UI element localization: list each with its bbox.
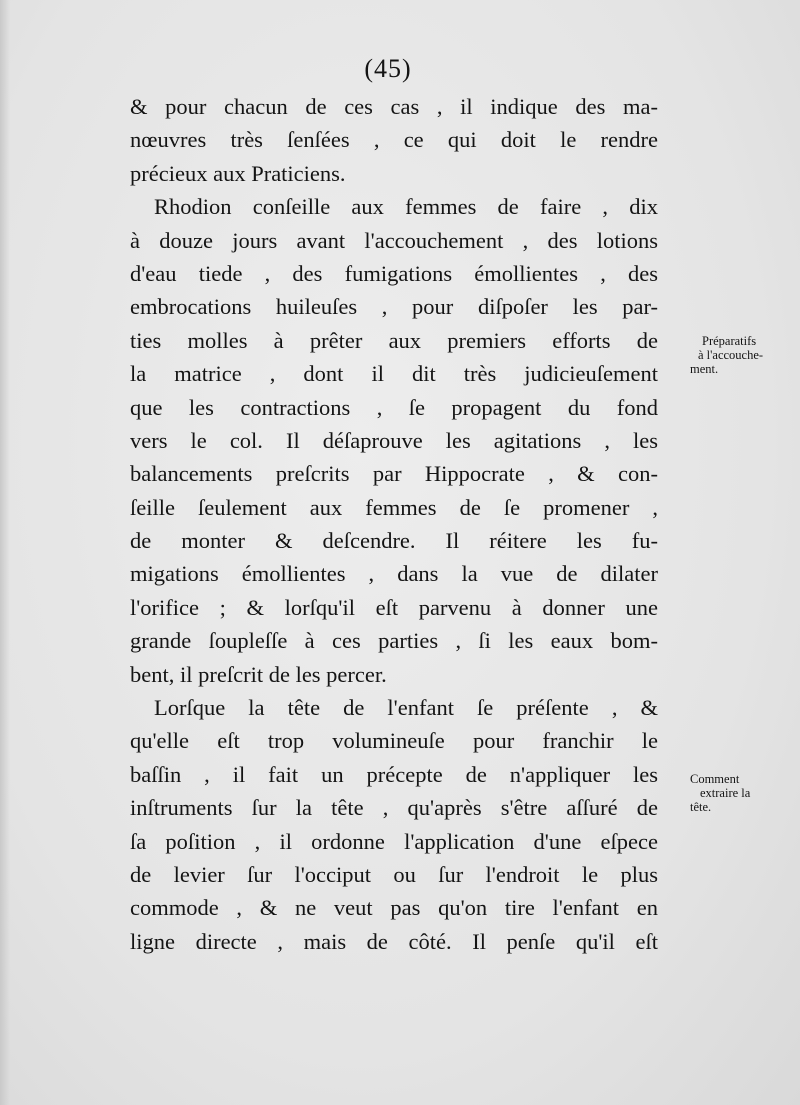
- page-number: (45): [364, 54, 412, 83]
- margin-note-line: Comment: [690, 772, 740, 786]
- text-line: ſa poſition , il ordonne l'application d'une eſpece: [130, 828, 658, 854]
- text-line: grande ſoupleſſe à ces parties , ſi les eaux bom-: [130, 628, 658, 654]
- text-line: l'orifice ; & lorſqu'il eſt parvenu à donner une: [130, 594, 658, 620]
- margin-note-line: tête.: [690, 800, 712, 814]
- margin-note-preparatifs: [690, 334, 795, 376]
- text-line: de levier ſur l'occiput ou ſur l'endroit le plus: [130, 861, 658, 887]
- text-line: précieux aux Praticiens.: [130, 160, 346, 186]
- text-line: qu'elle eſt trop volumineuſe pour franchir le: [130, 728, 658, 754]
- text-line: Rhodion conſeille aux femmes de faire , dix: [154, 194, 658, 220]
- text-line: bent, il preſcrit de les percer.: [130, 661, 387, 687]
- text-line: la matrice , dont il dit très judicieuſement: [130, 361, 658, 387]
- text-line: vers le col. Il déſaprouve les agitations , les: [130, 427, 658, 453]
- body-text: [130, 90, 658, 958]
- text-line: & pour chacun de ces cas , il indique des ma-: [130, 94, 658, 119]
- text-line: migations émollientes , dans la vue de dilater: [130, 561, 658, 587]
- text-line: ties molles à prêter aux premiers efforts de: [130, 327, 658, 353]
- text-line: que les contractions , ſe propagent du fond: [130, 394, 658, 420]
- text-line: de monter & deſcendre. Il réitere les fu-: [130, 528, 658, 554]
- text-line: ligne directe , mais de côté. Il penſe qu'il eſt: [130, 928, 658, 954]
- text-line: inſtruments ſur la tête , qu'après s'être aſſuré de: [130, 795, 658, 821]
- margin-note-line: ment.: [690, 362, 719, 376]
- text-line: commode , & ne veut pas qu'on tire l'enfant en: [130, 895, 658, 921]
- page-edge-shadow: [0, 0, 10, 1105]
- margin-note-comment-extraire: [690, 772, 795, 814]
- text-line: baſſin , il fait un précepte de n'appliquer les: [130, 761, 658, 787]
- text-line: à douze jours avant l'accouchement , des lotions: [130, 227, 658, 253]
- margin-note-line: à l'accouche-: [698, 348, 764, 362]
- text-line: embrocations huileuſes , pour diſpoſer les par-: [130, 294, 658, 320]
- text-line: balancements preſcrits par Hippocrate , & con-: [130, 461, 658, 487]
- margin-note-line: extraire la: [700, 786, 751, 800]
- text-line: ſeille ſeulement aux femmes de ſe promener ,: [130, 494, 658, 520]
- text-line: Lorſque la tête de l'enfant ſe préſente , &: [154, 695, 658, 721]
- text-line: d'eau tiede , des fumigations émollientes , des: [130, 260, 658, 286]
- text-line: nœuvres très ſenſées , ce qui doit le rendre: [130, 127, 658, 153]
- margin-note-line: Préparatifs: [702, 334, 757, 348]
